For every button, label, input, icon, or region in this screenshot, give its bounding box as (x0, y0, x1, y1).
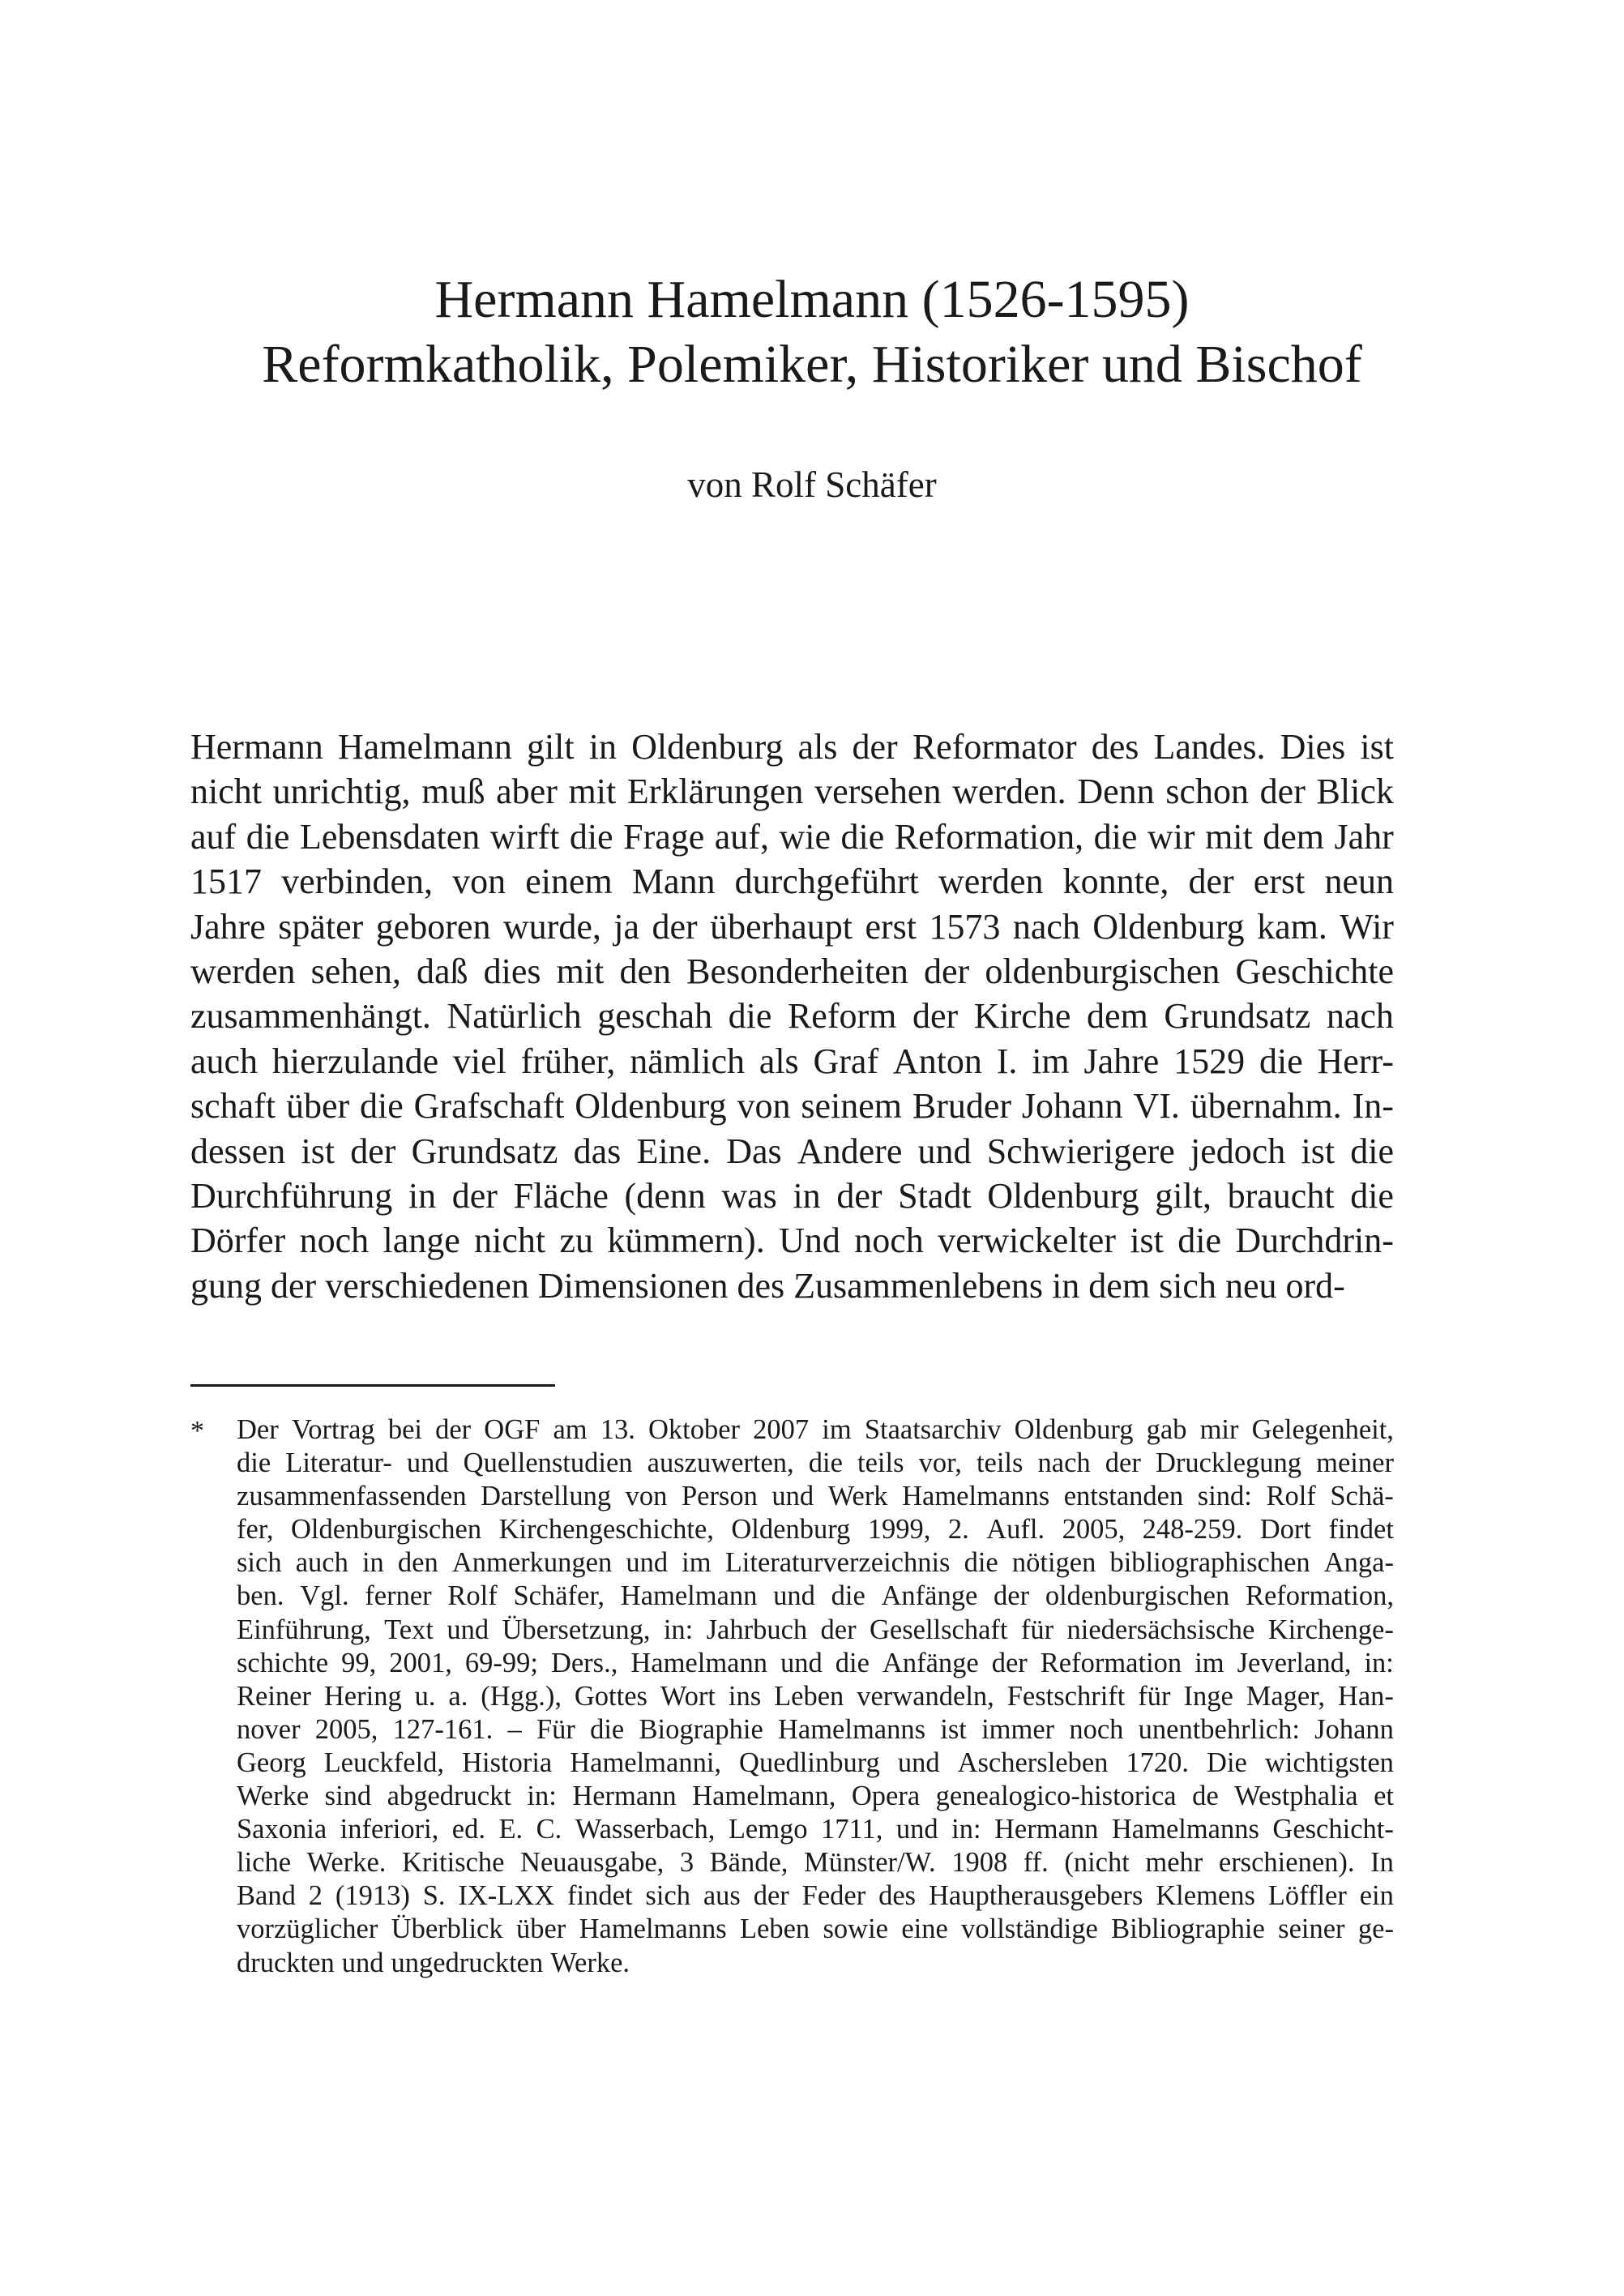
footnote-text-line: Einführung, Text und Übersetzung, in: Jahrbuch der Gesellschaft für niedersächsische Kirchenge- (237, 1614, 1394, 1645)
footnote-text-line: zusammenfassenden Darstellung von Person und Werk Hamelmanns entstanden sind: Rolf Schä- (237, 1481, 1394, 1512)
author-byline: von Rolf Schäfer (687, 464, 937, 505)
footnote-text (237, 1413, 1394, 1980)
footnote-text-line: liche Werke. Kritische Neuausgabe, 3 Bände, Münster/W. 1908 ff. (nicht mehr erschienen). In (237, 1847, 1394, 1879)
body-text-line: nicht unrichtig, muß aber mit Erklärungen versehen werden. Denn schon der Blick (190, 772, 1394, 812)
footnote-text-line: druckten und ungedruckten Werke. (237, 1947, 630, 1978)
footnote-text-line: schichte 99, 2001, 69-99; Ders., Hamelmann und die Anfänge der Reformation im Jeverland, in: (237, 1647, 1394, 1678)
footnote-text-line: nover 2005, 127-161. – Für die Biographie Hamelmanns ist immer noch unentbehrlich: Johann (237, 1713, 1394, 1745)
footnote-text-line: Werke sind abgedruckt in: Hermann Hamelmann, Opera genealogico-historica de Westphalia et (237, 1781, 1394, 1812)
body-text-line: Hermann Hamelmann gilt in Oldenburg als der Reformator des Landes. Dies ist (190, 727, 1394, 767)
footnote-text-line: Georg Leuckfeld, Historia Hamelmanni, Quedlinburg und Aschersleben 1720. Die wichtigsten (237, 1747, 1394, 1778)
footnote-text-line: ben. Vgl. ferner Rolf Schäfer, Hamelmann und die Anfänge der oldenburgischen Reformation, (237, 1580, 1394, 1612)
title-line-1: Hermann Hamelmann (1526-1595) (434, 270, 1190, 329)
body-text-line: schaft über die Grafschaft Oldenburg von seinem Bruder Johann VI. übernahm. In- (190, 1086, 1394, 1127)
footnote-text-line: Saxonia inferiori, ed. E. C. Wasserbach, Lemgo 1711, und in: Hermann Hamelmanns Geschicht- (237, 1814, 1394, 1845)
article-title (0, 267, 1624, 397)
body-text-line: auf die Lebensdaten wirft die Frage auf, wie die Reformation, die wir mit dem Jahr (190, 816, 1394, 857)
footnote-text-line: Band 2 (1913) S. IX-LXX findet sich aus der Feder des Hauptherausgebers Klemens Löffler ein (237, 1880, 1394, 1912)
body-text-line: Jahre später geboren wurde, ja der überhaupt erst 1573 nach Oldenburg kam. Wir (190, 906, 1394, 947)
footnote-text-line: vorzüglicher Überblick über Hamelmanns Leben sowie eine vollständige Bibliographie seiner ge- (237, 1913, 1394, 1945)
body-text-line: dessen ist der Grundsatz das Eine. Das Andere und Schwierigere jedoch ist die (190, 1131, 1394, 1171)
footnote-text-line: Der Vortrag bei der OGF am 13. Oktober 2007 im Staatsarchiv Oldenburg gab mir Gelegenheit, (237, 1414, 1394, 1445)
footnote-text-line: fer, Oldenburgischen Kirchengeschichte, Oldenburg 1999, 2. Aufl. 2005, 248-259. Dort findet (237, 1514, 1394, 1546)
title-line-2: Reformkatholik, Polemiker, Historiker und Bischof (262, 335, 1362, 394)
footnote-separator (190, 1384, 555, 1387)
body-text-line: Durchführung in der Fläche (denn was in der Stadt Oldenburg gilt, braucht die (190, 1175, 1394, 1216)
footnote-marker: * (190, 1416, 204, 1446)
body-text-line: auch hierzulande viel früher, nämlich als Graf Anton I. im Jahre 1529 die Herr- (190, 1041, 1394, 1081)
footnote-text-line: sich auch in den Anmerkungen und im Literaturverzeichnis die nötigen bibliographischen Anga- (237, 1547, 1394, 1579)
footnote-text-line: Reiner Hering u. a. (Hgg.), Gottes Wort ins Leben verwandeln, Festschrift für Inge Mager, Han- (237, 1680, 1394, 1712)
body-text-line: werden sehen, daß dies mit den Besonderheiten der oldenburgischen Geschichte (190, 951, 1394, 991)
footnote-text-line: die Literatur- und Quellenstudien auszuwerten, die teils vor, teils nach der Drucklegung meiner (237, 1447, 1394, 1479)
body-text-line: gung der verschiedenen Dimensionen des Zusammenlebens in dem sich neu ord- (190, 1265, 1345, 1306)
body-text-line: 1517 verbinden, von einem Mann durchgeführt werden konnte, der erst neun (190, 862, 1394, 902)
body-text-line: Dörfer noch lange nicht zu kümmern). Und noch verwickelter ist die Durchdrin- (190, 1221, 1394, 1261)
body-text-line: zusammenhängt. Natürlich geschah die Reform der Kirche dem Grundsatz nach (190, 996, 1394, 1037)
body-paragraph (190, 725, 1394, 1308)
